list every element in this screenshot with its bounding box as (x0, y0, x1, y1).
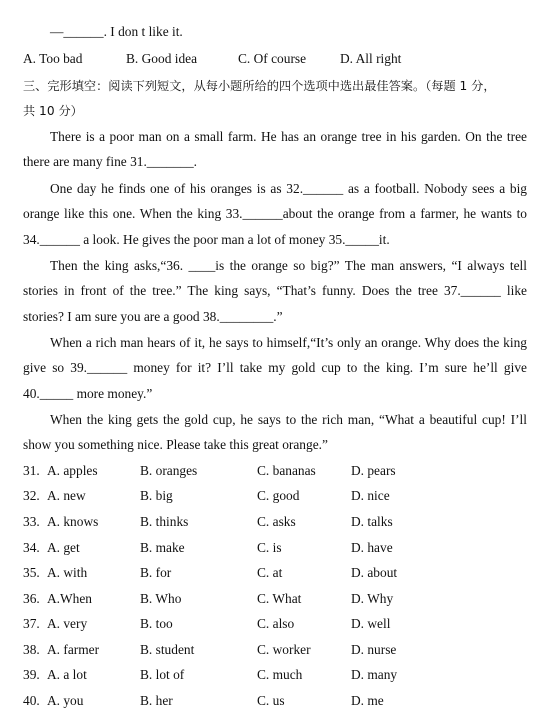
option-a: A. get (47, 540, 80, 555)
question-number: 37. (23, 616, 40, 631)
question-number: 33. (23, 514, 40, 529)
option-c: C. What (257, 591, 302, 606)
option-d: D. many (351, 667, 398, 682)
option-a: A. knows (47, 514, 99, 529)
section-heading-line-2: 共 10 分） (23, 104, 83, 118)
prev-option-d: D. All right (340, 51, 402, 66)
option-b: B. Who (140, 591, 182, 606)
option-a: A.When (47, 591, 92, 606)
option-a: A. you (47, 693, 84, 708)
option-d: D. me (351, 693, 384, 708)
option-c: C. worker (257, 642, 311, 657)
question-number: 32. (23, 488, 40, 503)
option-a: A. farmer (47, 642, 100, 657)
passage-line: there are many fine 31._______. (23, 154, 198, 169)
option-d: D. Why (351, 591, 394, 606)
option-a: A. new (47, 488, 86, 503)
option-c: C. bananas (257, 463, 316, 478)
option-b: B. for (140, 565, 172, 580)
passage-line: show you something nice. Please take this great orange.” (23, 437, 328, 452)
passage-line: When the king gets the gold cup, he says to the rich man, “What a beautiful cup! I’ll (50, 412, 527, 427)
prev-option-c: C. Of course (238, 51, 307, 66)
passage-line: orange like this one. When the king 33.______about the orange from a farmer, he wants to (23, 206, 527, 221)
option-c: C. also (257, 616, 295, 631)
option-b: B. student (140, 642, 195, 657)
option-c: C. is (257, 540, 282, 555)
question-number: 34. (23, 540, 40, 555)
passage-line: Then the king asks,“36. ____is the orange so big?” The man answers, “I always tell (50, 258, 527, 273)
question-number: 39. (23, 667, 40, 682)
option-c: C. asks (257, 514, 296, 529)
passage-line: stories in front of the tree.” The king says, “That’s funny. Does the tree 37.______ like (23, 283, 527, 298)
option-d: D. nurse (351, 642, 397, 657)
option-c: C. much (257, 667, 303, 682)
question-number: 40. (23, 693, 40, 708)
option-c: C. good (257, 488, 300, 503)
prev-option-b: B. Good idea (126, 51, 198, 66)
option-d: D. talks (351, 514, 393, 529)
passage-line: give so 39.______ money for it? I’ll take my gold cup to the king. I’m sure he’ll give (23, 360, 527, 375)
option-a: A. with (47, 565, 88, 580)
option-b: B. her (140, 693, 173, 708)
option-d: D. have (351, 540, 393, 555)
option-b: B. make (140, 540, 185, 555)
passage-line: 40._____ more money.” (23, 386, 153, 401)
question-number: 38. (23, 642, 40, 657)
option-c: C. at (257, 565, 283, 580)
option-b: B. big (140, 488, 173, 503)
option-b: B. oranges (140, 463, 198, 478)
question-number: 35. (23, 565, 40, 580)
passage-line: 34.______ a look. He gives the poor man a lot of money 35._____it. (23, 232, 390, 247)
option-c: C. us (257, 693, 285, 708)
option-a: A. very (47, 616, 88, 631)
option-d: D. about (351, 565, 398, 580)
passage-line: When a rich man hears of it, he says to himself,“It’s only an orange. Why does the king (50, 335, 527, 350)
option-d: D. nice (351, 488, 390, 503)
option-b: B. lot of (140, 667, 185, 682)
passage-line: One day he finds one of his oranges is as 32.______ as a football. Nobody sees a big (50, 181, 527, 196)
question-number: 36. (23, 591, 40, 606)
prev-dialogue-line: —______. I don t like it. (50, 24, 183, 39)
option-b: B. too (140, 616, 173, 631)
question-number: 31. (23, 463, 40, 478)
passage-line: stories? I am sure you are a good 38.________.” (23, 309, 283, 324)
option-a: A. a lot (47, 667, 87, 682)
section-heading-line-1: 三、完形填空：阅读下列短文，从每小题所给的四个选项中选出最佳答案。（每题 1 分， (23, 79, 496, 93)
passage-line: There is a poor man on a small farm. He has an orange tree in his garden. On the tree (50, 129, 527, 144)
option-b: B. thinks (140, 514, 189, 529)
option-d: D. well (351, 616, 391, 631)
option-a: A. apples (47, 463, 98, 478)
option-d: D. pears (351, 463, 396, 478)
prev-option-a: A. Too bad (23, 51, 83, 66)
